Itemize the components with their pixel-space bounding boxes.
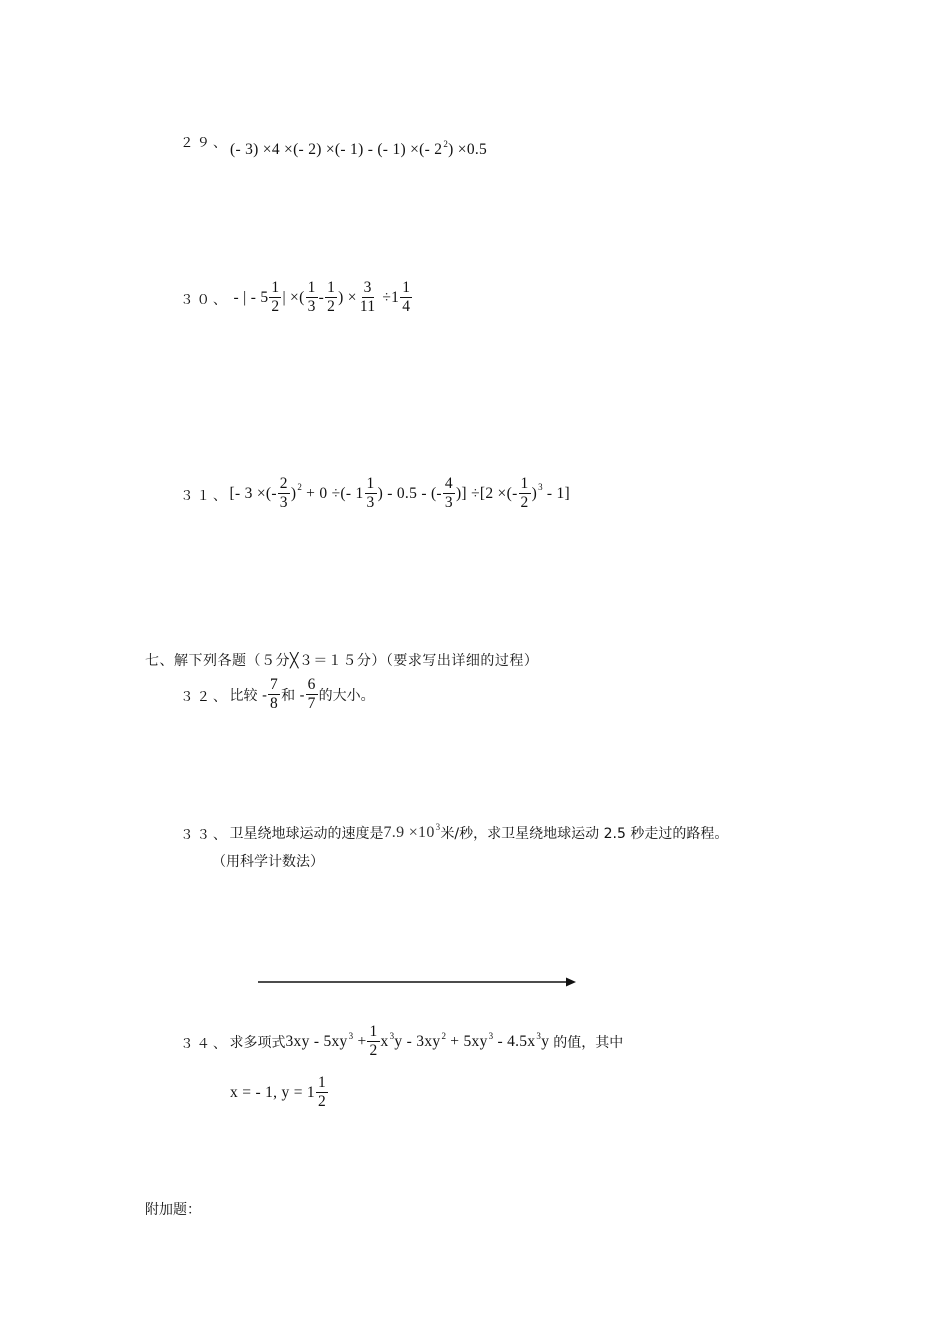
problem-29-expression — [230, 141, 487, 159]
problem-31 — [180, 476, 570, 512]
p30-text-3: - — [318, 288, 325, 306]
problem-34-label: ３４、 — [180, 1035, 230, 1052]
p31-exponent-2: 3 — [538, 481, 543, 492]
p31-text-3: + 0 ÷(- 1 — [306, 484, 364, 502]
p34-text-1: 求多项式 — [229, 1034, 286, 1051]
problem-33-label: ３３、 — [180, 827, 230, 843]
p31-fraction-3: $\frac{4}{3}$ — [444, 475, 453, 512]
problem-30-label: ３０、 — [180, 291, 230, 308]
p29-exponent: 2 — [443, 139, 449, 149]
p31-fraction-1: $\frac{2}{3}$ — [279, 475, 288, 512]
problem-32 — [180, 677, 375, 713]
p34-fraction: $\frac{1}{2}$ — [369, 1023, 378, 1060]
p33-text-1: 卫星绕地球运动的速度是 — [229, 826, 384, 842]
p30-fraction-3: $\frac{1}{2}$ — [327, 279, 336, 316]
p30-fraction-1: $\frac{1}{2}$ — [271, 279, 280, 316]
p31-text-1: [- 3 ×(- — [229, 484, 277, 502]
p29-part-a: (- 3) ×4 ×(- 2) ×(- 1) - (- 1) ×(- 2 — [230, 141, 443, 158]
p31-text-5: )] ÷[2 ×(- — [455, 484, 518, 502]
p33-number: $7.9 \times 10^3$ — [383, 822, 441, 841]
p32-text-1: 比较 - — [229, 687, 268, 704]
problem-33-note: （用科学计数法） — [212, 854, 324, 870]
p32-fraction-1: $\frac{7}{8}$ — [270, 676, 279, 713]
p29-part-b: ) ×0.5 — [448, 141, 488, 158]
p31-exponent-1: 2 — [297, 481, 303, 492]
p30-text-4: ) × — [338, 288, 357, 306]
p34-term-2: $x^3y - 3xy^2$ — [380, 1030, 447, 1050]
p31-fraction-2: $\frac{1}{3}$ — [366, 475, 375, 512]
p32-fraction-2: $\frac{6}{7}$ — [307, 676, 316, 713]
p31-text-2: ) — [290, 484, 297, 502]
p30-fraction-4: $\frac{3}{11}$ — [359, 279, 376, 316]
problem-31-label: ３１、 — [180, 487, 230, 504]
problem-33 — [180, 823, 728, 843]
p34-condition-text: x = - 1, y = 1 — [230, 1083, 315, 1101]
problem-29-label: ２９、 — [180, 135, 230, 151]
problem-32-label: ３２、 — [180, 688, 230, 705]
problem-34 — [180, 1024, 623, 1060]
p34-condition-fraction: $\frac{1}{2}$ — [317, 1074, 327, 1111]
problem-30 — [180, 280, 413, 316]
bonus-heading: 附加题： — [145, 1202, 201, 1218]
p34-term-1: $3xy - 5xy^3$ — [285, 1030, 354, 1050]
p30-fraction-5: $\frac{1}{4}$ — [402, 279, 411, 316]
p34-term-4: - $4.5x^3y$ — [497, 1030, 550, 1050]
p30-text-2: | ×( — [282, 288, 305, 306]
p32-text-3: 的大小。 — [318, 687, 375, 704]
p31-text-7: - 1] — [546, 484, 571, 502]
section-7-heading: 七、解下列各题（５分╳３＝１５分）（要求写出详细的过程） — [145, 653, 539, 669]
p31-text-6: ) — [531, 484, 538, 502]
p34-text-2: 的值，其中 — [553, 1034, 624, 1051]
p30-text-1: - | - 5 — [233, 288, 269, 306]
p30-text-5: ÷1 — [382, 288, 400, 306]
p34-term-3: + $5xy^3$ — [450, 1030, 494, 1050]
p32-text-2: 和 - — [281, 687, 305, 704]
p34-plus: + — [357, 1032, 367, 1050]
problem-34-condition — [230, 1075, 329, 1111]
p33-text-2: 米/秒，求卫星绕地球运动 2.5 秒走过的路程。 — [440, 826, 729, 842]
arrow-line-icon — [256, 975, 578, 989]
p31-text-4: ) - 0.5 - (- — [377, 484, 442, 502]
p30-fraction-2: $\frac{1}{3}$ — [307, 279, 316, 316]
p31-fraction-4: $\frac{1}{2}$ — [520, 475, 529, 512]
